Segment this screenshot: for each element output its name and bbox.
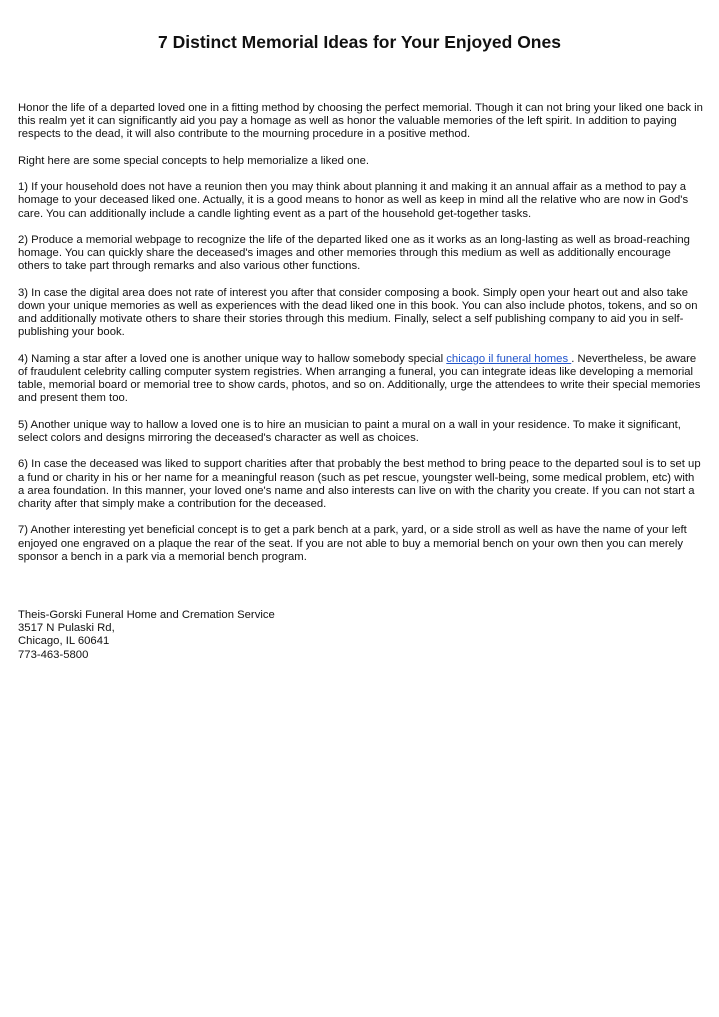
street-address: 3517 N Pulaski Rd, <box>18 622 115 635</box>
idea-4-paragraph <box>18 353 703 406</box>
idea-7-paragraph: 7) Another interesting yet beneficial concept is to get a park bench at a park, yard, or a side stroll as well as have the name of your left enjoyed one engraved on a plaque the rear of the seat. If you are not able to buy a memorial bench on your own then you can merely sponsor a bench in a park via a memorial bench program. <box>18 524 687 563</box>
idea-5-paragraph: 5) Another unique way to hallow a loved one is to hire an musician to paint a mural on a wall in your residence. To make it significant, select colors and designs mirroring the deceased's character as well as choices. <box>18 418 681 444</box>
lead-in-paragraph: Right here are some special concepts to help memorialize a liked one. <box>18 154 370 167</box>
idea-1-paragraph: 1) If your household does not have a reunion then you may think about planning it and making it an annual affair as a method to pay a homage to your deceased liked one. Actually, it is a good means to honor as well as keep in mind all the relative who are now in God's care. You can additionally include a candle lighting event as a part of the household get-together tasks. <box>18 181 689 220</box>
idea-6-paragraph: 6) In case the deceased was liked to support charities after that probably the best method to bring peace to the departed soul is to set up a fund or charity in his or her name for a meaningful reason (such as pet rescue, youngster well-being, some medical problem, etc) with a area foundation. In this manner, your loved one's name and also interests can live on with the charity you create. If you can not start a charity after that simply make a contribution for the deceased. <box>18 458 701 510</box>
intro-paragraph: Honor the life of a departed loved one in a fitting method by choosing the perfect memorial. Though it can not bring your liked one back in this realm yet it can significantly aid you pay a homage as well as honor the valuable memories of the left spirit. In addition to paying respects to the dead, it will also contribute to the mourning procedure in a positive method. <box>18 102 703 141</box>
idea-2-paragraph: 2) Produce a memorial webpage to recognize the life of the departed liked one as it works as an long-lasting as well as broad-reaching homage. You can quickly share the deceased's images and other memories through this medium as well as additionally encourage others to take part through remarks and also various other functions. <box>18 233 690 273</box>
funeral-homes-link[interactable]: chicago il funeral homes <box>446 352 572 365</box>
phone-number: 773-463-5800 <box>18 648 89 661</box>
idea-3-paragraph: 3) In case the digital area does not rate of interest you after that consider composing a book. Simply open your heart out and also take down your unique memories as well as experiences with the dead liked one in this book. You can also include photos, tokens, and so on and additionally motivate others to share their stories through this medium. Finally, select a self publishing company to aid you in self-publishing your book. <box>18 286 698 339</box>
city-state-zip: Chicago, IL 60641 <box>18 635 110 648</box>
article-body <box>18 102 703 577</box>
business-name: Theis-Gorski Funeral Home and Cremation Service <box>18 609 275 621</box>
idea-4-text-after: . Nevertheless, be aware of fraudulent celebrity calling computer system registries. When arranging a funeral, you can integrate ideas like developing a memorial table, memorial board or memorial tree to show cards, photos, and so on. Additionally, urge the attendees to write their special memories and present them too. <box>18 352 701 405</box>
business-address-block <box>18 609 418 662</box>
page-title: 7 Distinct Memorial Ideas for Your Enjoyed Ones <box>158 32 561 52</box>
idea-4-text-before: 4) Naming a star after a loved one is another unique way to hallow somebody special <box>18 352 447 365</box>
